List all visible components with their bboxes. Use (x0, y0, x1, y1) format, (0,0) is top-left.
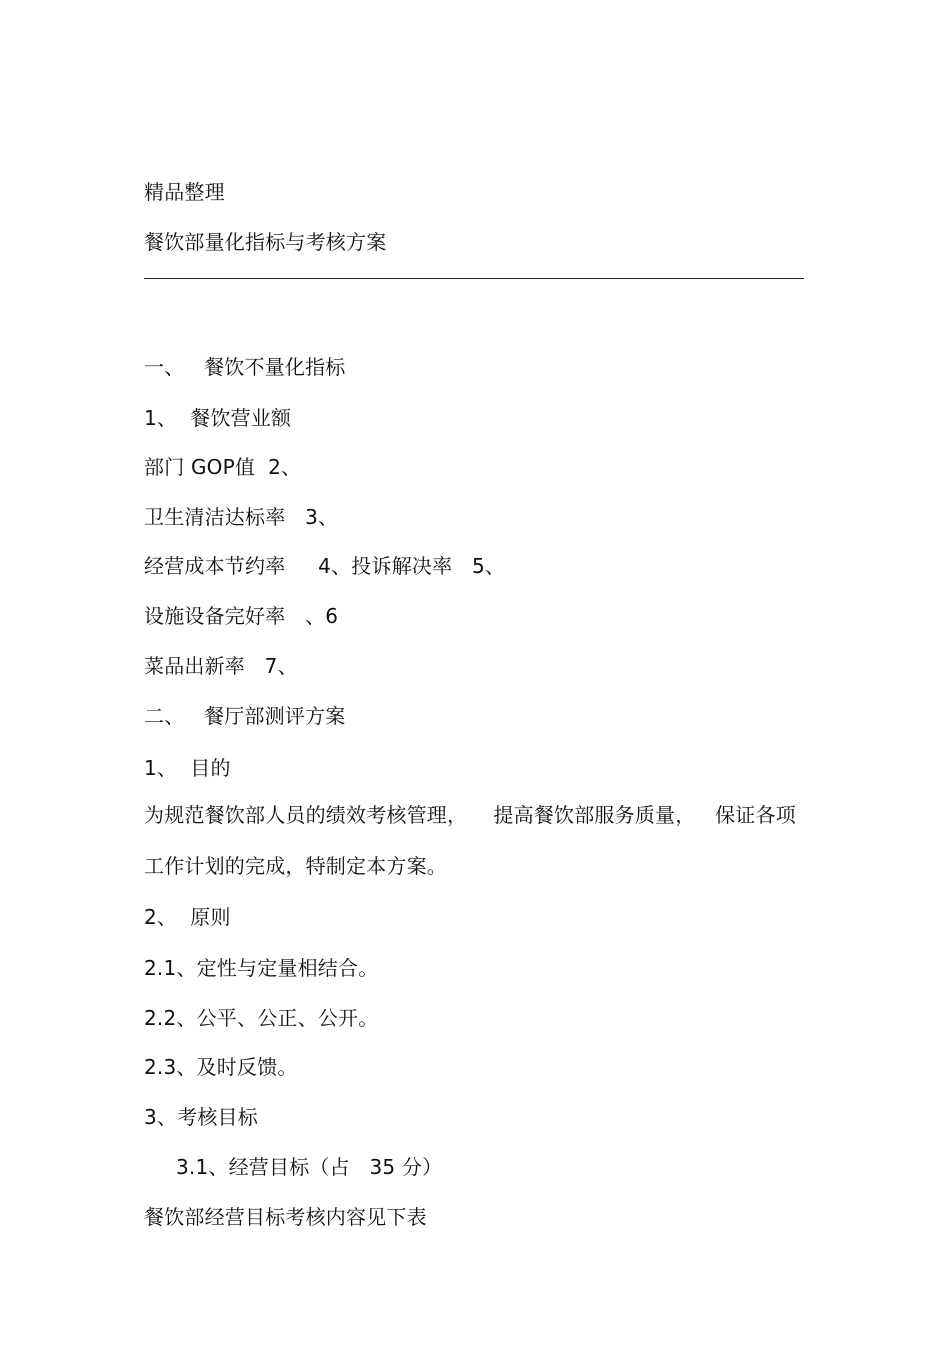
list-item: 经营成本节约率 4、投诉解决率 5、 (144, 554, 506, 578)
subheading: 1、 目的 (144, 756, 231, 780)
list-item: 部门 GOP值 2、 (144, 455, 302, 479)
section-heading-2: 二、 餐厅部测评方案 (144, 704, 346, 728)
document-title: 餐饮部量化指标与考核方案 (144, 230, 387, 254)
list-item: 1、 餐饮营业额 (144, 406, 292, 430)
subheading: 3、考核目标 (144, 1105, 258, 1129)
list-item: 2.1、定性与定量相结合。 (144, 956, 379, 980)
paragraph-line: 为规范餐饮部人员的绩效考核管理， 提高餐饮部服务质量， 保证各项 (144, 803, 796, 827)
list-item: 2.2、公平、公正、公开。 (144, 1006, 379, 1030)
list-item: 2.3、及时反馈。 (144, 1055, 298, 1079)
paragraph-line: 餐饮部经营目标考核内容见下表 (144, 1205, 427, 1229)
section-heading-1: 一、 餐饮不量化指标 (144, 355, 346, 379)
subheading: 2、 原则 (144, 905, 231, 929)
list-item: 卫生清洁达标率 3、 (144, 505, 339, 529)
list-item: 菜品出新率 7、 (144, 654, 298, 678)
sub-subheading: 3.1、经营目标（占 35 分） (176, 1155, 443, 1179)
paragraph-line: 工作计划的完成，特制定本方案。 (144, 854, 447, 878)
header-label: 精品整理 (144, 180, 225, 204)
list-item: 设施设备完好率 、6 (144, 604, 339, 628)
title-divider (144, 278, 804, 279)
